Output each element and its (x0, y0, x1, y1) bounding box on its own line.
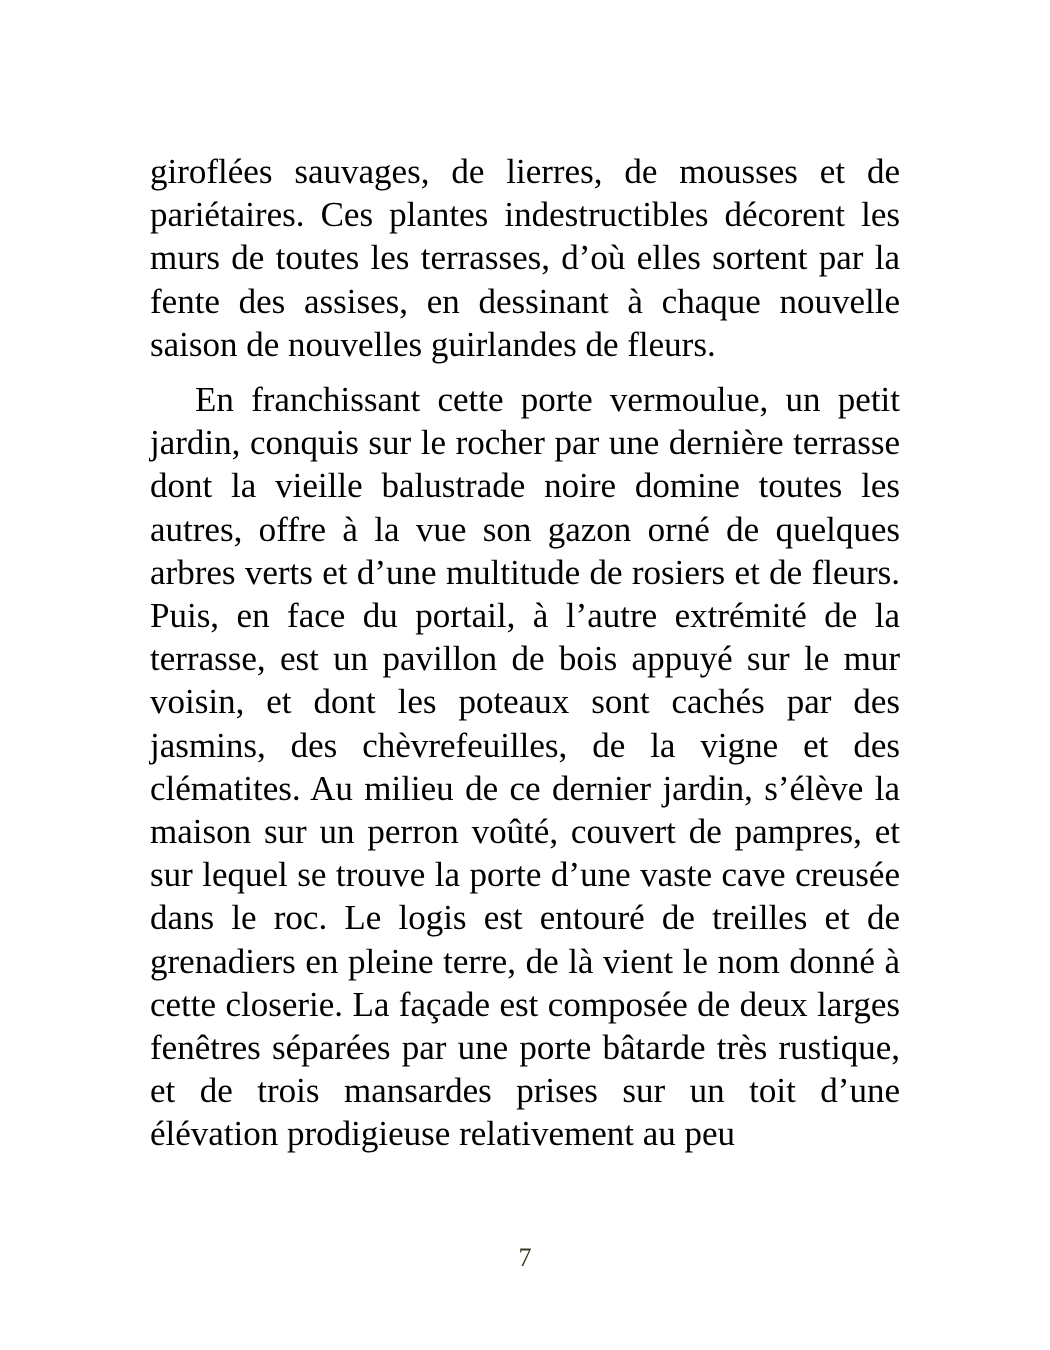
paragraph: En franchissant cette porte vermoulue, un petit jardin, conquis sur le rocher par une dernière terrasse dont la vieille balustrade noire domine toutes les autres, offre à la vue son gazon orné de quelques arbres verts et d’une multitude de rosiers et de fleurs. Puis, en face du portail, à l’autre extrémité de la terrasse, est un pavillon de bois appuyé sur le mur voisin, et dont les poteaux sont cachés par des jasmins, des chèvrefeuilles, de la vigne et des clématites. Au milieu de ce dernier jardin, s’élève la maison sur un perron voûté, couvert de pampres, et sur lequel se trouve la porte d’une vaste cave creusée dans le roc. Le logis est entouré de treilles et de grenadiers en pleine terre, de là vient le nom donné à cette closerie. La façade est composée de deux larges fenêtres séparées par une porte bâtarde très rustique, et de trois mansardes prises sur un toit d’une élévation prodigieuse relativement au peu (150, 380, 900, 1154)
page-body (150, 150, 900, 1156)
page-number: 7 (518, 1243, 532, 1272)
paragraph-continued: giroflées sauvages, de lierres, de mousses et de pariétaires. Ces plantes indestructibles décorent les murs de toutes les terrasses, d’où elles sortent par la fente des assises, en dessinant à chaque nouvelle saison de nouvelles guirlandes de fleurs. (150, 152, 900, 364)
